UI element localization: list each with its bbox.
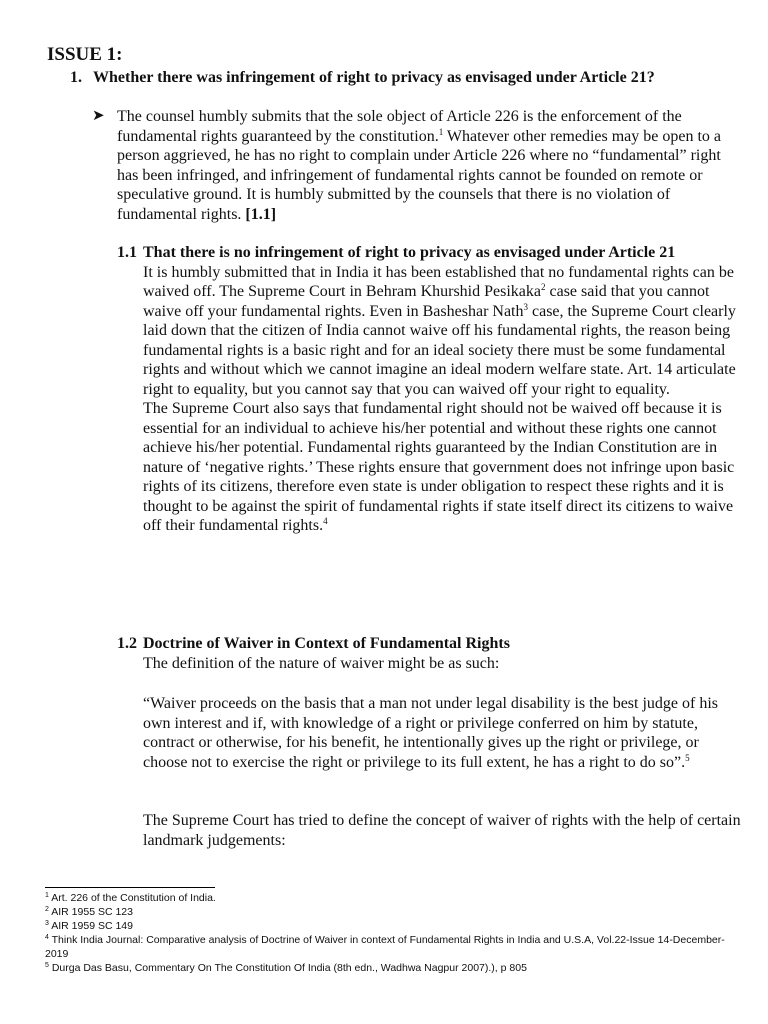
section-1-1-title: That there is no infringement of right to privacy as envisaged under Article 21	[143, 244, 676, 261]
footnote-text: Durga Das Basu, Commentary On The Constitution Of India (8th edn., Wadhwa Nagpur 2007).), p 805	[51, 962, 527, 974]
footnote-1	[45, 891, 735, 905]
section-1-2-heading	[117, 634, 737, 654]
footnote-number: 5	[45, 962, 49, 969]
section-1-2-intro: The definition of the nature of waiver might be as such:	[143, 654, 500, 672]
footnote-ref-3[interactable]: 3	[523, 301, 528, 312]
footnote-number: 4	[45, 934, 49, 941]
footnote-2	[45, 905, 735, 919]
paragraph-text: case said that you cannot waive off your fundamental rights. Even in Basheshar Nath	[143, 283, 710, 320]
footnote-divider	[45, 887, 215, 888]
section-1-1-paragraph-1	[143, 263, 737, 400]
paragraph-text: It is humbly submitted that in India it has been established that no fundamental rights can be waived off. The Supreme Court in Behram Khurshid Pesikaka	[143, 263, 734, 300]
section-1-2	[117, 634, 737, 673]
arrow-bullet-icon: ➤	[92, 108, 105, 124]
footnote-number: 1	[45, 892, 49, 899]
footnote-text: AIR 1959 SC 149	[51, 920, 133, 932]
footnote-4	[45, 933, 735, 961]
footnote-number: 2	[45, 906, 49, 913]
paragraph-text: case, the Supreme Court clearly laid down that the citizen of India cannot waive off his fundamental rights, the reason being fundamental rights is a basic right and for an ideal society there must be some fundamental rights and without which we cannot imagine an ideal modern welfare state. Art. 14 articulate right to equality, but you cannot say that you can waived off your right to equality.	[143, 302, 736, 398]
footnotes	[45, 891, 735, 975]
waiver-quote	[143, 694, 743, 772]
section-1-1	[117, 243, 737, 536]
question-number: 1.	[70, 69, 82, 86]
bullet-text-part2: Whatever other remedies may be open to a person aggrieved, he has no right to complain under Article 226 where no “fundamental” right has been infringed, and infringement of fundamental rights cannot be founded on remote or speculative ground. It is humbly submitted by the counsels that there is no violation of fundamental rights.	[117, 127, 722, 223]
paragraph-text: The Supreme Court also says that fundamental right should not be waived off because it is essential for an individual to achieve his/her potential and without these rights one cannot achieve his/her potential. Fundamental rights guaranteed by the Indian Constitution are in nature of ‘negative rights.’ These rights ensure that government does not infringe upon basic rights of its citizens, therefore even state is under obligation to respect these rights and it is thought to be against the spirit of fundamental rights if state itself direct its citizens to waive off their fundamental rights.	[143, 400, 735, 534]
footnote-ref-5[interactable]: 5	[685, 752, 690, 763]
quote-text: “Waiver proceeds on the basis that a man not under legal disability is the best judge of his own interest and if, with knowledge of a right or privilege conferred on him by statute, contract or otherwise, for his benefit, he intentionally gives up the right or privilege, or choose not to exercise the right or privilege to its full extent, he has a right to do so”.	[143, 695, 719, 771]
section-1-1-paragraph-2	[143, 399, 737, 536]
footnote-3	[45, 919, 735, 933]
footnote-ref-4[interactable]: 4	[323, 516, 328, 526]
section-1-1-body	[117, 263, 737, 536]
footnote-text: AIR 1955 SC 123	[51, 906, 133, 918]
bullet-text-part1: The counsel humbly submits that the sole object of Article 226 is the enforcement of the fundamental rights guaranteed by the constitution.	[117, 108, 682, 145]
footnote-ref-2[interactable]: 2	[541, 282, 546, 292]
section-1-2-number: 1.2	[117, 635, 137, 652]
footnote-5	[45, 961, 735, 975]
footnote-text: Art. 226 of the Constitution of India.	[51, 892, 216, 904]
question-heading: Whether there was infringement of right to privacy as envisaged under Article 21?	[93, 69, 655, 86]
footnote-number: 3	[45, 920, 49, 927]
section-1-1-heading	[117, 243, 737, 263]
section-1-1-number: 1.1	[117, 244, 137, 261]
section-1-2-title: Doctrine of Waiver in Context of Fundamental Rights	[143, 635, 510, 652]
bullet-paragraph	[117, 107, 737, 224]
issue-heading: ISSUE 1:	[47, 44, 123, 65]
footnote-text: Think India Journal: Comparative analysis of Doctrine of Waiver in context of Fundamental Rights in India and U.S.A, Vol.22-Issue 14-December-2019	[45, 934, 725, 960]
cross-reference[interactable]: [1.1]	[245, 205, 277, 223]
closing-paragraph: The Supreme Court has tried to define the concept of waiver of rights with the help of certain landmark judgements:	[143, 812, 741, 849]
footnote-ref-1[interactable]: 1	[438, 126, 444, 137]
